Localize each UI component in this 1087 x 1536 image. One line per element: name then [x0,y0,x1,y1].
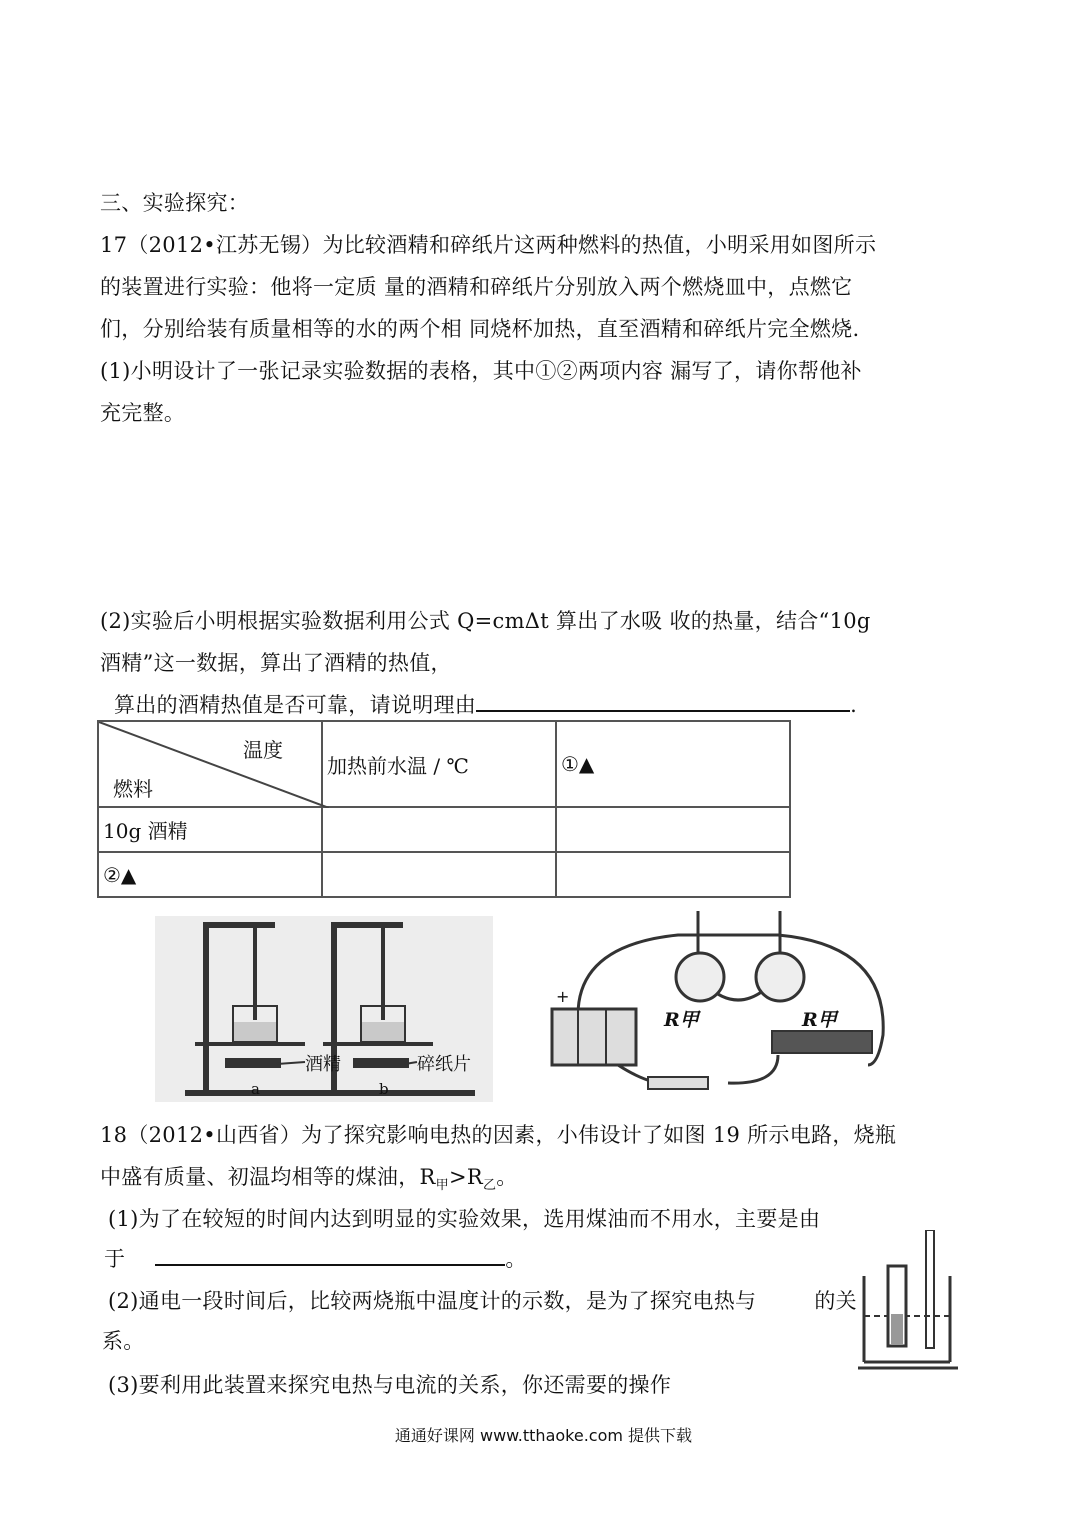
table-cell[interactable] [556,852,790,897]
page-footer: 通通好课网 www.tthaoke.com 提供下载 [394,1426,693,1445]
q18-part2-line-2: 系。 [102,1329,145,1353]
beaker-drawing [858,1230,958,1372]
q17-part2-line-2: 酒精”这一数据，算出了酒精的热值， [100,651,452,675]
table-cell[interactable] [556,807,790,852]
row-label-missing-2: ②▲ [98,852,322,897]
beaker-figure [858,1230,958,1372]
circuit-figure [548,905,894,1091]
q17-line-3: 们，分别给装有质量相等的水的两个相 同烧杯加热，直至酒精和碎纸片完全燃烧. [100,317,860,341]
label-alcohol: 酒精 [305,1054,341,1075]
header-cell-water-temp: 加热前水温 / ℃ [322,721,556,807]
q18-line-1: 18（2012•山西省）为了探究影响电热的因素，小伟设计了如图 19 所示电路，烧瓶 [100,1123,897,1147]
q18-line-2-end: 。 [496,1165,518,1189]
subscript-yi: 乙 [482,1178,497,1194]
answer-blank[interactable] [155,1244,505,1266]
q18-part2-text: (2)通电一段时间后，比较两烧瓶中温度计的示数，是为了探究电热与 [108,1289,757,1313]
battery-plus-label: + [556,987,570,1006]
answer-blank[interactable] [476,690,850,712]
prompt-end: . [850,693,858,717]
circuit-drawing [548,905,894,1091]
q18-line-2-text: 中盛有质量、初温均相等的煤油，R [100,1165,436,1189]
q18-part1-prefix: 于 [104,1247,126,1271]
resistor-2-label: R甲 [802,1009,837,1031]
label-paper: 碎纸片 [417,1054,471,1075]
q18-part2-tail: 的关 [814,1289,857,1313]
q18-part1-line-1: (1)为了在较短的时间内达到明显的实验效果，选用煤油而不用水，主要是由 [108,1207,821,1231]
table-corner-cell [98,721,322,807]
corner-top-label: 温度 [243,738,283,762]
label-a: a [251,1080,260,1098]
q17-line-1: 17（2012•江苏无锡）为比较酒精和碎纸片这两种燃料的热值，小明采用如图所示 [100,233,877,257]
table-cell[interactable] [322,807,556,852]
burning-apparatus-figure [155,916,493,1102]
label-b: b [379,1080,389,1098]
prompt-text: 算出的酒精热值是否可靠，请说明理由 [114,693,477,717]
q18-line-2-gt: >R [448,1165,483,1189]
q17-part1-line-1: (1)小明设计了一张记录实验数据的表格，其中①②两项内容 漏写了，请你帮他补 [100,359,862,383]
q17-part2-line-1: (2)实验后小明根据实验数据利用公式 Q=cmΔt 算出了水吸 收的热量，结合“10g [100,609,871,633]
q17-line-2: 的装置进行实验：他将一定质 量的酒精和碎纸片分别放入两个燃烧皿中，点燃它 [100,275,853,299]
section-heading: 三、实验探究： [100,191,250,215]
row-label-alcohol: 10g 酒精 [98,807,322,852]
q17-part1-line-2: 充完整。 [100,401,186,425]
subscript-jia: 甲 [435,1178,449,1194]
q18-line-2 [100,1162,518,1201]
q18-part1-end: 。 [505,1247,527,1271]
q18-part1-line-2 [104,1244,527,1274]
header-cell-missing-1: ①▲ [556,721,790,807]
record-table [97,720,791,898]
corner-bottom-label: 燃料 [113,777,153,801]
table-cell[interactable] [322,852,556,897]
q18-part2-line-1 [108,1286,857,1316]
q18-part3: (3)要利用此装置来探究电热与电流的关系，你还需要的操作 [108,1373,672,1397]
q17-part2-prompt [114,690,857,720]
resistor-1-label: R甲 [664,1009,699,1031]
